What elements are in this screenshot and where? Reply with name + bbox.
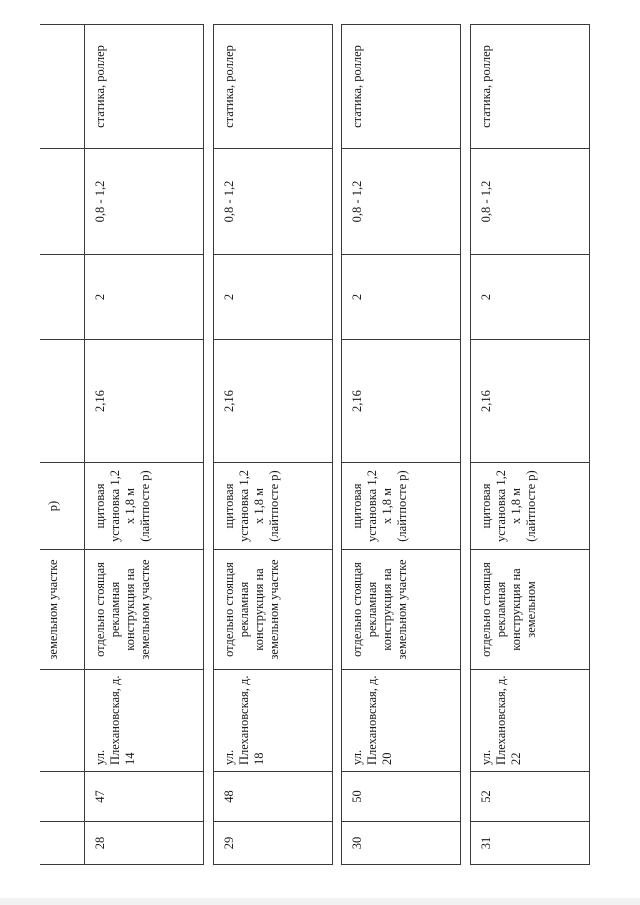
cell-image-change: статика, роллер [85, 25, 204, 149]
cell-code: 52 [470, 772, 589, 822]
table-row [85, 25, 204, 865]
cell-type: щитовая установка 1,2 х 1,8 м (лайтпосте р) [85, 463, 204, 550]
table-row-carryover [40, 25, 85, 865]
cell-location: отдельно стоящая рекламная конструкция на земельном участке [342, 550, 461, 670]
cell-image-change: статика, роллер [213, 25, 332, 149]
cell-area [40, 340, 85, 463]
cell-sides: 2 [342, 255, 461, 340]
cell-image-change: статика, роллер [342, 25, 461, 149]
cell-sides: 2 [85, 255, 204, 340]
cell-brightness: 0,8 - 1,2 [213, 149, 332, 255]
cell-address: ул. Плехановская, д. 20 [342, 670, 461, 772]
cell-brightness: 0,8 - 1,2 [342, 149, 461, 255]
cell-area: 2,16 [85, 340, 204, 463]
cell-code: 47 [85, 772, 204, 822]
table-row [213, 25, 332, 865]
cell-area: 2,16 [213, 340, 332, 463]
cell-type: щитовая установка 1,2 х 1,8 м (лайтпосте р) [213, 463, 332, 550]
cell-type: р) [40, 463, 85, 550]
cell-num: 30 [342, 822, 461, 865]
cell-area: 2,16 [342, 340, 461, 463]
cell-address: ул. Плехановская, д. 22 [470, 670, 589, 772]
row-separator [332, 25, 342, 865]
cell-num [40, 822, 85, 865]
cell-sides: 2 [213, 255, 332, 340]
cell-location: земельном участке [40, 550, 85, 670]
cell-code: 48 [213, 772, 332, 822]
cell-num: 31 [470, 822, 589, 865]
cell-type: щитовая установка 1,2 х 1,8 м (лайтпосте р) [470, 463, 589, 550]
cell-num: 29 [213, 822, 332, 865]
cell-code [40, 772, 85, 822]
cell-code: 50 [342, 772, 461, 822]
rotated-table-wrapper [40, 25, 590, 865]
cell-image-change: статика, роллер [470, 25, 589, 149]
cell-sides: 2 [470, 255, 589, 340]
cell-location: отдельно стоящая рекламная конструкция на земельном участке [213, 550, 332, 670]
cell-address [40, 670, 85, 772]
cell-brightness: 0,8 - 1,2 [85, 149, 204, 255]
cell-location: отдельно стоящая рекламная конструкция на земельном [470, 550, 589, 670]
advertising-structures-table [40, 24, 590, 865]
cell-address: ул. Плехановская, д. 14 [85, 670, 204, 772]
cell-brightness: 0,8 - 1,2 [470, 149, 589, 255]
row-separator [204, 25, 214, 865]
cell-brightness [40, 149, 85, 255]
table-row [470, 25, 589, 865]
cell-type: щитовая установка 1,2 х 1,8 м (лайтпосте р) [342, 463, 461, 550]
scan-bottom-edge [0, 898, 640, 905]
cell-address: ул. Плехановская, д. 18 [213, 670, 332, 772]
cell-location: отдельно стоящая рекламная конструкция на земельном участке [85, 550, 204, 670]
cell-image-change [40, 25, 85, 149]
table-row [342, 25, 461, 865]
row-separator [461, 25, 471, 865]
cell-area: 2,16 [470, 340, 589, 463]
cell-num: 28 [85, 822, 204, 865]
cell-sides [40, 255, 85, 340]
